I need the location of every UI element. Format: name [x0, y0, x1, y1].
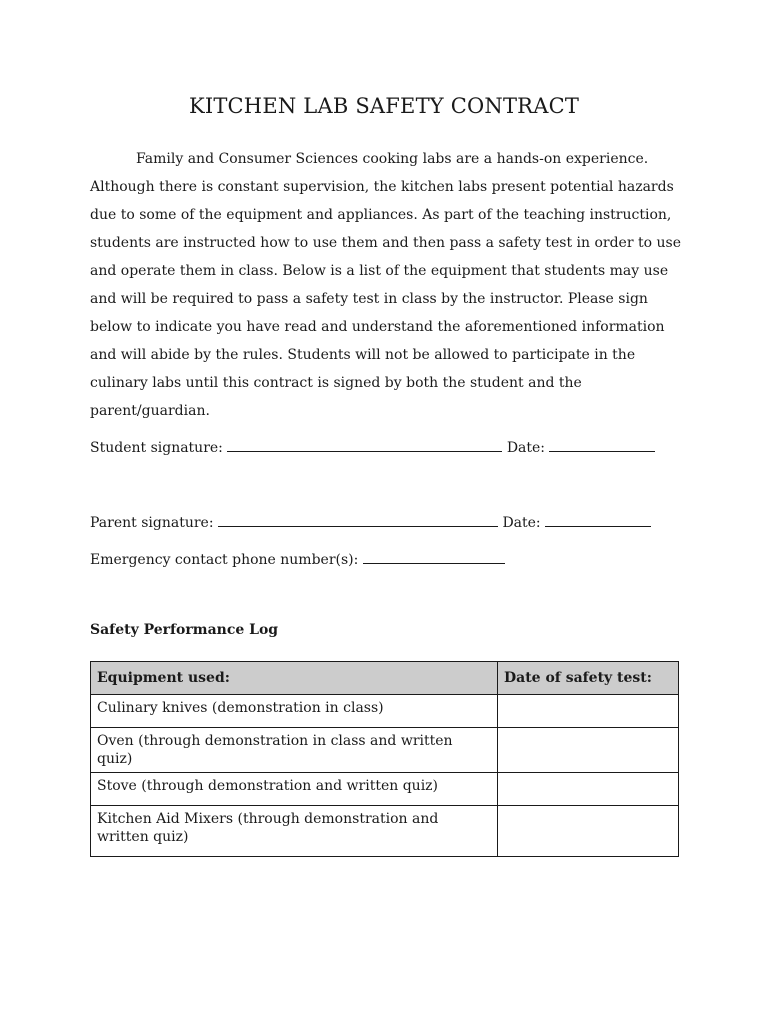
parent-date-field[interactable]	[545, 512, 651, 527]
equipment-cell: Culinary knives (demonstration in class)	[91, 695, 498, 728]
equipment-cell: Oven (through demonstration in class and written quiz)	[91, 728, 498, 773]
column-header-date: Date of safety test:	[498, 662, 679, 695]
emergency-contact-field[interactable]	[363, 549, 505, 564]
safety-log-table	[90, 661, 679, 857]
table-row	[91, 806, 679, 857]
table-row	[91, 695, 679, 728]
table-header-row	[91, 662, 679, 695]
table-row	[91, 728, 679, 773]
date-cell[interactable]	[498, 728, 679, 773]
equipment-cell: Kitchen Aid Mixers (through demonstration and written quiz)	[91, 806, 498, 857]
table-row	[91, 773, 679, 806]
parent-signature-field[interactable]	[218, 512, 498, 527]
parent-signature-row	[90, 512, 651, 531]
student-signature-field[interactable]	[227, 437, 502, 452]
date-cell[interactable]	[498, 695, 679, 728]
log-heading: Safety Performance Log	[90, 622, 279, 638]
equipment-cell: Stove (through demonstration and written quiz)	[91, 773, 498, 806]
student-signature-label: Student signature:	[90, 440, 223, 456]
emergency-contact-row	[90, 549, 505, 568]
date-cell[interactable]	[498, 806, 679, 857]
parent-date-label: Date:	[502, 515, 541, 531]
student-date-label: Date:	[506, 440, 546, 456]
student-date-field[interactable]	[549, 437, 655, 452]
document-title: KITCHEN LAB SAFETY CONTRACT	[188, 94, 580, 118]
student-signature-row	[90, 437, 655, 456]
intro-paragraph: Family and Consumer Sciences cooking labs are a hands-on experience. Although there is constant supervision, the kitchen labs present potential hazards due to some of the equipment and appliances. As part of the teaching instruction, students are instructed how to use them and then pass a safety test in order to use and operate them in class. Below is a list of the equipment that students may use and will be required to pass a safety test in class by the instructor. Please sign below to indicate you have read and understand the aforementioned information and will abide by the rules. Students will not be allowed to participate in the culinary labs until this contract is signed by both the student and the parent/guardian.	[90, 151, 681, 419]
date-cell[interactable]	[498, 773, 679, 806]
parent-signature-label: Parent signature:	[90, 515, 214, 531]
emergency-contact-label: Emergency contact phone number(s):	[90, 552, 359, 568]
column-header-equipment: Equipment used:	[91, 662, 498, 695]
